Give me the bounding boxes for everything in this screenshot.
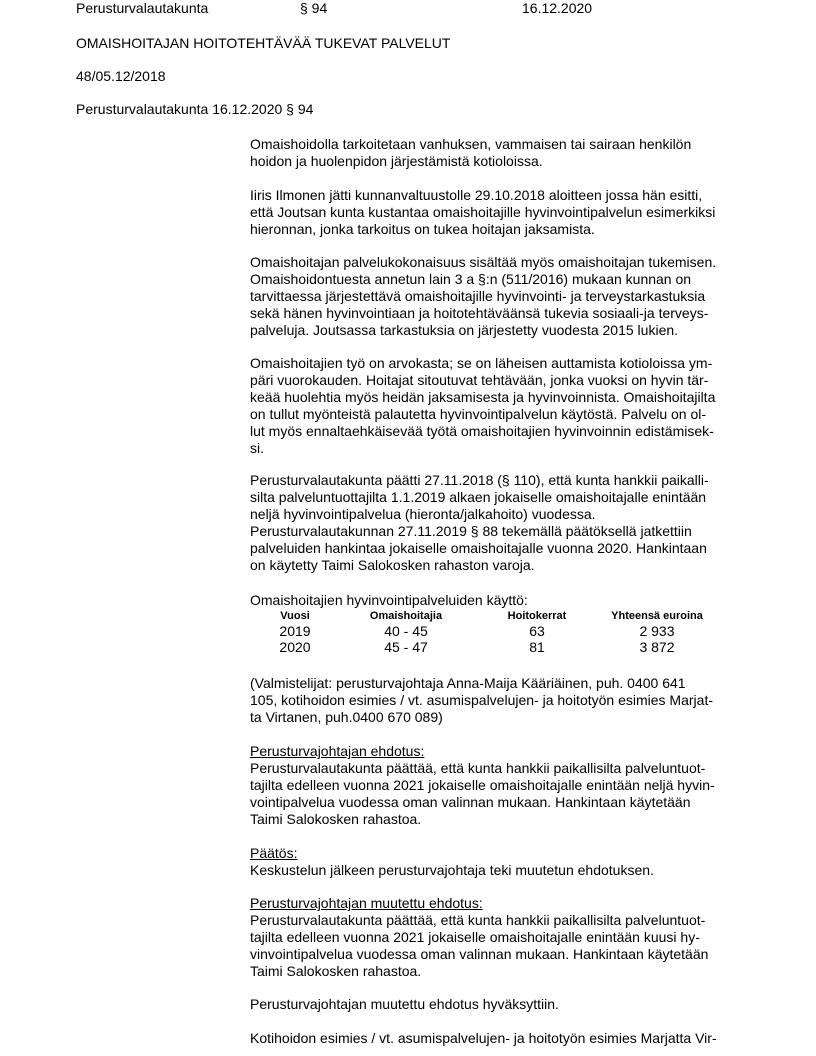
text-line: tarvittaessa järjestettävä omaishoitajille hyvinvointi- ja terveystarkastuksia: [250, 288, 706, 304]
text-line: tajilta edelleen vuonna 2021 jokaiselle omaishoitajalle enintään neljä hyvin-: [250, 777, 715, 793]
text-line: Perusturvalautakunta päättää, että kunta hankkii paikallisilta palveluntuot-: [250, 760, 706, 776]
text-line: vointipalvelua vuodessa oman valinnan mukaan. Hankintaan käytetään: [250, 794, 691, 810]
column-header: Hoitokerrat: [507, 610, 567, 622]
table-caption: Omaishoitajien hyvinvointipalveluiden käyttö:: [250, 592, 528, 608]
header-date: 16.12.2020: [522, 0, 593, 16]
text-line: hieronnan, jonka tarkoitus on tukea hoitajan jaksamista.: [250, 221, 595, 237]
paragraph-definition: [250, 136, 691, 170]
amended-proposal-section: [250, 895, 708, 980]
preparers-note: [250, 675, 713, 726]
table-cell: 3 872: [639, 639, 675, 655]
text-line: (Valmistelijat: perusturvajohtaja Anna-Maija Kääriäinen, puh. 0400 641: [250, 675, 686, 691]
text-line: keää huolehtia myös heidän jaksamisesta ja hyvinvoinnista. Omaishoitajilta: [250, 389, 716, 405]
text-line: Perusturvalautakunta päättää, että kunta hankkii paikallisilta palveluntuot-: [250, 912, 706, 928]
text-line: Perusturvalautakunta päätti 27.11.2018 (§ 110), että kunta hankkii paikalli-: [250, 472, 709, 488]
text-line: silta palveluntuottajilta 1.1.2019 alkaen jokaiselle omaishoitajalle enintään: [250, 489, 707, 505]
text-line: Taimi Salokosken rahastoa.: [250, 811, 422, 827]
table-cell: 63: [529, 623, 545, 639]
text-line: Keskustelun jälkeen perusturvajohtaja teki muutetun ehdotuksen.: [250, 862, 654, 878]
table-cell: 40 - 45: [384, 623, 428, 639]
text-line: Omaishoitajan palvelukokonaisuus sisältää myös omaishoitajan tukemisen.: [250, 254, 717, 270]
text-line: hoidon ja huolenpidon järjestämistä kotioloissa.: [250, 153, 543, 169]
column-header: Omaishoitajia: [369, 610, 443, 622]
header-committee: Perusturvalautakunta: [76, 0, 209, 16]
table-header-row: [250, 609, 712, 623]
proposal-section: [250, 743, 715, 828]
text-line: Taimi Salokosken rahastoa.: [250, 963, 422, 979]
reference-number: 48/05.12/2018: [76, 68, 166, 84]
text-line: palveluiden hankintaa jokaiselle omaishoitajalle vuonna 2020. Hankintaan: [250, 540, 707, 556]
proposal-heading: Perusturvajohtajan ehdotus:: [250, 743, 425, 759]
column-header: Yhteensä euroina: [611, 610, 703, 622]
text-line: Omaishoitajien työ on arvokasta; se on läheisen auttamista kotioloissa ym-: [250, 355, 713, 371]
text-line: Iiris Ilmonen jätti kunnanvaltuustolle 29.10.2018 aloitteen jossa hän esitti,: [250, 187, 703, 203]
text-line: si.: [250, 440, 264, 456]
text-line: on tullut myönteistä palautetta hyvinvointipalvelun käytöstä. Palvelu on ol-: [250, 406, 707, 422]
table-cell: 2019: [279, 623, 311, 639]
text-line: että Joutsan kunta kustantaa omaishoitajille hyvinvointipalvelun esimerkiksi: [250, 204, 716, 220]
text-line: Omaishoidolla tarkoitetaan vanhuksen, vammaisen tai sairaan henkilön: [250, 136, 692, 152]
table-row: [250, 639, 712, 655]
column-header: Vuosi: [280, 610, 310, 622]
text-line: tajilta edelleen vuonna 2021 jokaiselle omaishoitajalle enintään kuusi hy-: [250, 929, 700, 945]
meeting-reference: Perusturvalautakunta 16.12.2020 § 94: [76, 101, 314, 117]
text-line: on käytetty Taimi Salokosken rahaston varoja.: [250, 557, 535, 573]
text-line: 105, kotihoidon esimies / vt. asumispalvelujen- ja hoitotyön esimies Marjat-: [250, 692, 713, 708]
approval-statement: Perusturvajohtajan muutettu ehdotus hyväksyttiin.: [250, 996, 559, 1012]
document-title: OMAISHOITAJAN HOITOTEHTÄVÄÄ TUKEVAT PALVELUT: [76, 35, 451, 51]
table-cell: 2020: [279, 639, 311, 655]
text-line: päri vuorokauden. Hoitajat sitoutuvat tehtävään, jonka vuoksi on hyvin tär-: [250, 372, 709, 388]
decision-heading: Päätös:: [250, 845, 298, 861]
text-line: palveluja. Joutsassa tarkastuksia on järjestetty vuodesta 2015 lukien.: [250, 322, 679, 338]
table-cell: 45 - 47: [384, 639, 428, 655]
text-line: neljä hyvinvointipalvelua (hieronta/jalkahoito) vuodessa.: [250, 506, 596, 522]
paragraph-initiative: [250, 187, 715, 238]
table-row: [250, 623, 712, 639]
paragraph-previous-decisions: [250, 472, 709, 574]
text-line: vinvointipalvelua vuodessa oman valinnan mukaan. Hankintaan käytetään: [250, 946, 709, 962]
paragraph-caregiver-work: [250, 355, 715, 457]
paragraph-service-package: [250, 254, 716, 339]
text-line: lut myös ennaltaehkäisevää työtä omaishoitajien hyvinvoinnin edistämisek-: [250, 423, 714, 439]
text-line: Omaishoidontuesta annetun lain 3 a §:n (511/2016) mukaan kunnan on: [250, 271, 692, 287]
table-cell: 81: [529, 639, 545, 655]
usage-table: [250, 609, 712, 655]
amended-heading: Perusturvajohtajan muutettu ehdotus:: [250, 895, 483, 911]
text-line: ta Virtanen, puh.0400 670 089): [250, 709, 443, 725]
header-section: § 94: [300, 0, 328, 16]
distribution-line: Kotihoidon esimies / vt. asumispalvelujen- ja hoitotyön esimies Marjatta Vir-: [250, 1030, 717, 1046]
text-line: Perusturvalautakunnan 27.11.2019 § 88 tekemällä päätöksellä jatkettiin: [250, 523, 692, 539]
decision-section: [250, 845, 654, 879]
text-line: sekä hänen hyvinvointiaan ja hoitotehtäväänsä tukevia sosiaali-ja terveys-: [250, 305, 709, 321]
table-cell: 2 933: [639, 623, 675, 639]
